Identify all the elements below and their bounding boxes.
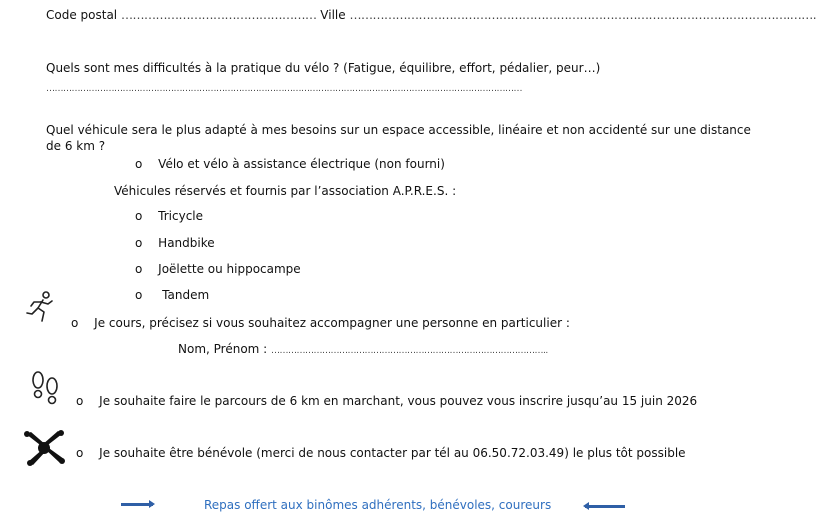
radio-bullet[interactable]: o (135, 209, 143, 223)
postal-row (46, 8, 816, 22)
radio-bullet[interactable]: o (71, 316, 79, 330)
radio-bullet[interactable]: o (76, 394, 84, 408)
option-joelette[interactable] (135, 262, 301, 276)
option-label: Tandem (162, 288, 210, 302)
postal-code-field[interactable]: …………………………………………… (120, 8, 317, 22)
option-ebike[interactable] (135, 157, 445, 171)
option-label: Joëlette ou hippocampe (158, 262, 301, 276)
difficulties-question: Quels sont mes difficultés à la pratique du vélo ? (Fatigue, équilibre, effort, pédalier, peur…) (46, 61, 601, 75)
runner-icon (24, 290, 56, 324)
radio-bullet[interactable]: o (135, 288, 143, 302)
option-label: Handbike (158, 236, 215, 250)
footprints-icon (28, 370, 62, 408)
name-field[interactable]: …………………………………………………………………………………….. (271, 346, 548, 356)
walk-option-label: Je souhaite faire le parcours de 6 km en marchant, vous pouvez vous inscrire jusqu’au 15 juin 2026 (99, 394, 698, 408)
city-label: Ville (320, 8, 346, 22)
radio-bullet[interactable]: o (76, 446, 84, 460)
name-row (178, 342, 548, 356)
volunteer-option[interactable] (76, 446, 686, 460)
walk-option[interactable] (76, 394, 697, 408)
vehicle-question-line1: Quel véhicule sera le plus adapté à mes besoins sur un espace accessible, linéaire et non accidenté sur une distance (46, 123, 751, 137)
reserved-vehicles-heading: Véhicules réservés et fournis par l’association A.P.R.E.S. : (114, 184, 457, 198)
radio-bullet[interactable]: o (135, 262, 143, 276)
option-label: Tricycle (158, 209, 204, 223)
run-option-label: Je cours, précisez si vous souhaitez accompagner une personne en particulier : (94, 316, 570, 330)
helping-hands-icon (22, 428, 66, 468)
option-ebike-label: Vélo et vélo à assistance électrique (non fourni) (158, 157, 445, 171)
arrow-left-icon (585, 505, 625, 508)
city-field[interactable]: …………………………………………………………………………………………………….……. (349, 8, 816, 22)
arrow-right-icon (121, 503, 153, 506)
footer-meal-note: Repas offert aux binômes adhérents, bénévoles, coureurs (204, 498, 552, 512)
vehicle-question-line2: de 6 km ? (46, 139, 106, 153)
difficulties-answer-field[interactable]: …………………………………………………………………………………………………………………………………………………… (46, 84, 522, 94)
radio-bullet[interactable]: o (135, 236, 143, 250)
option-tandem[interactable] (135, 288, 209, 302)
postal-code-label: Code postal (46, 8, 118, 22)
option-tricycle[interactable] (135, 209, 203, 223)
option-handbike[interactable] (135, 236, 215, 250)
name-label: Nom, Prénom : (178, 342, 268, 356)
radio-bullet[interactable]: o (135, 157, 143, 171)
run-option[interactable] (71, 316, 570, 330)
volunteer-option-label: Je souhaite être bénévole (merci de nous contacter par tél au 06.50.72.03.49) le plus tôt possible (99, 446, 686, 460)
